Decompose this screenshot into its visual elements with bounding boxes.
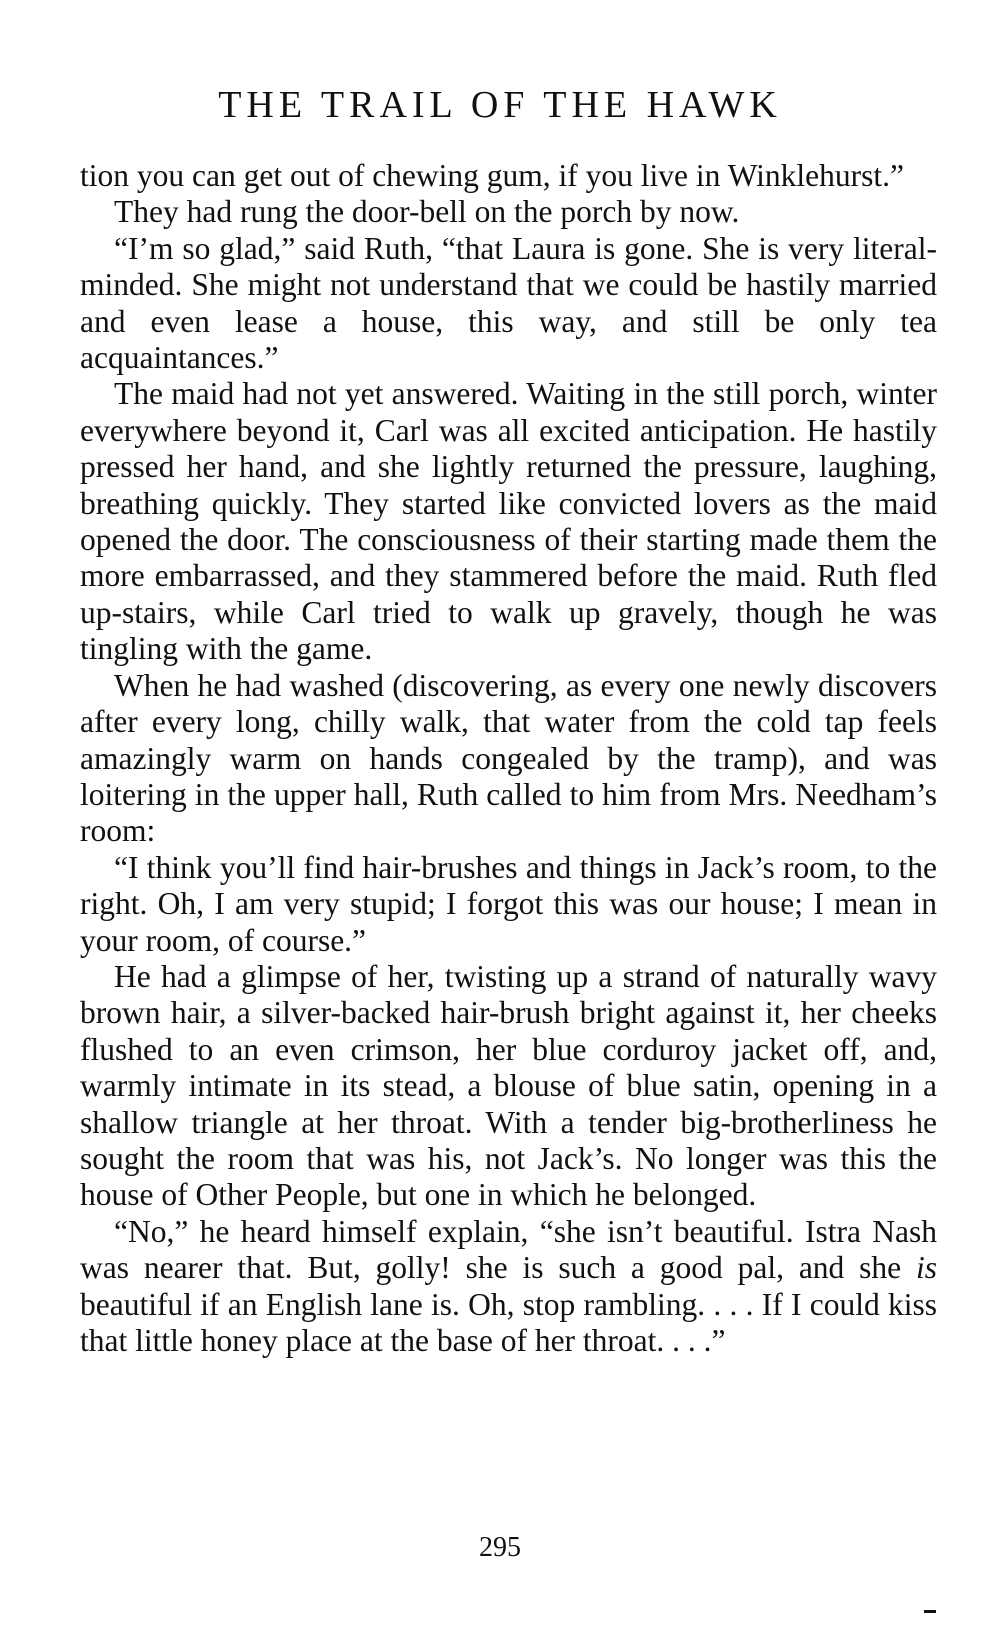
emphasized-word: is — [915, 1250, 937, 1286]
page-number: 295 — [479, 1532, 521, 1563]
paragraph-last — [80, 1214, 937, 1360]
paragraph: “I’m so glad,” said Ruth, “that Laura is gone. She is very literal-minded. She might not understand that we could be hastily married and even lease a house, this way, and still be only tea acquaintances.” — [80, 230, 937, 376]
paragraph: The maid had not yet answered. Waiting in the still porch, winter everywhere beyond it, Carl was all excited anticipation. He hastily pressed her hand, and she lightly returned the pressure, laughing, breathing quickly. They started like convicted lovers as the maid opened the door. The consciousness of their starting made them the more embarrassed, and they stammered before the maid. Ruth fled up-stairs, while Carl tried to walk up gravely, though he was tingling with the game. — [80, 376, 937, 667]
paragraph: They had rung the door-bell on the porch by now. — [114, 194, 740, 230]
paragraph-text: “No,” he heard himself explain, “she isn’t beautiful. Istra Nash was nearer that. But, golly! she is such a good pal, and she — [80, 1213, 937, 1286]
paragraph-text: beautiful if an English lane is. Oh, stop rambling. . . . If I could kiss that little honey place at the base of her throat. . . .” — [80, 1286, 937, 1358]
paragraph: When he had washed (discovering, as every one newly discovers after every long, chilly walk, that water from the cold tap feels amazingly warm on hands congealed by the tramp), and was loitering in the upper hall, Ruth called to him from Mrs. Needham’s room: — [80, 667, 937, 849]
running-head: THE TRAIL OF THE HAWK — [218, 84, 782, 126]
body-text — [80, 158, 937, 1359]
paragraph: He had a glimpse of her, twisting up a strand of naturally wavy brown hair, a silver-backed hair-brush bright against it, her cheeks flushed to an even crimson, her blue corduroy jacket off, and, warmly intimate in its stead, a blouse of blue satin, opening in a shallow triangle at her throat. With a tender big-brotherliness he sought the room that was his, not Jack’s. No longer was this the house of Other People, but one in which he belonged. — [80, 958, 937, 1213]
print-mark — [924, 1610, 936, 1613]
paragraph: “I think you’ll find hair-brushes and things in Jack’s room, to the right. Oh, I am very stupid; I forgot this was our house; I mean in your room, of course.” — [80, 849, 937, 958]
paragraph: tion you can get out of chewing gum, if you live in Winklehurst.” — [80, 158, 904, 193]
